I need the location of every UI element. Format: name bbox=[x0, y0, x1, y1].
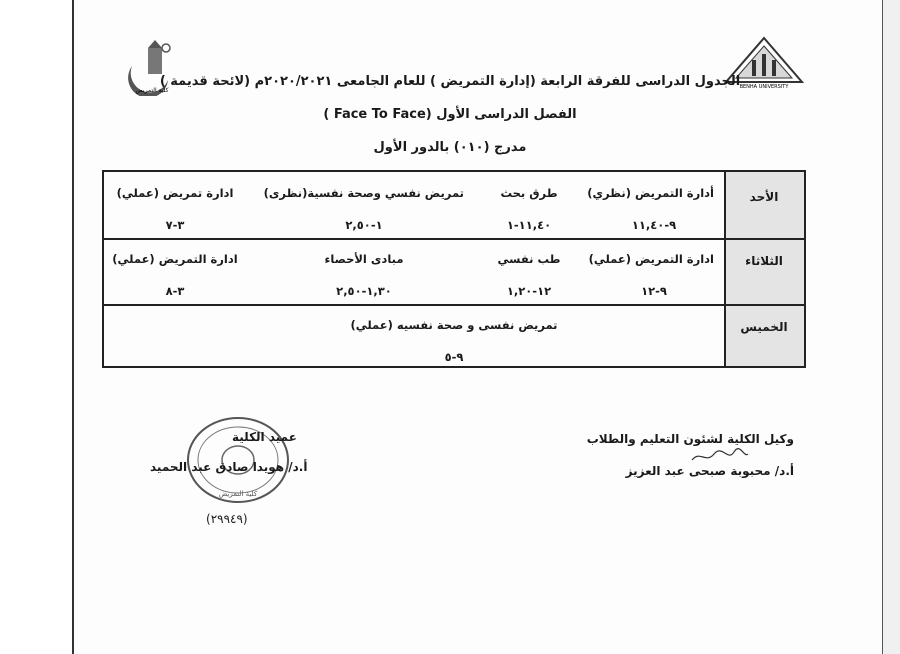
time-cell: ١٢-١,٢٠ bbox=[506, 284, 552, 298]
hall-line: مدرج (٠١٠) بالدور الأول bbox=[373, 140, 527, 155]
course-cell: تمريض نفسي وصحة نفسية(نظرى) bbox=[263, 186, 464, 200]
schedule-title: الجدول الدراسى للفرقة الرابعة (إدارة التمريض ) للعام الجامعى ٢٠٢٠/٢٠٢١م (لائحة قديمة ) bbox=[159, 74, 741, 89]
stamp-text: كلية التمريض bbox=[218, 490, 258, 498]
day-tuesday: الثلاثاء bbox=[745, 254, 783, 268]
row-divider bbox=[104, 304, 804, 306]
dean-title: عميد الكلية bbox=[232, 430, 297, 444]
stamp-number: (٢٩٩٤٩) bbox=[206, 512, 248, 526]
vice-dean-title: وكيل الكلية لشئون التعليم والطلاب bbox=[586, 432, 794, 446]
schedule-table bbox=[102, 170, 806, 368]
day-sunday: الأحد bbox=[749, 190, 779, 204]
day-thursday: الخميس bbox=[740, 320, 788, 334]
time-cell: ١١,٤٠-١ bbox=[506, 218, 552, 232]
time-cell: ٣-٧ bbox=[165, 218, 185, 232]
semester-line: الفصل الدراسى الأول (Face To Face ) bbox=[323, 107, 577, 122]
course-cell: ادارة التمريض (عملي) bbox=[112, 252, 238, 266]
time-cell: ٩-١١,٤٠ bbox=[631, 218, 677, 232]
time-cell: ٩-٥ bbox=[444, 350, 464, 364]
logo-right-caption: BENHA UNIVERSITY bbox=[739, 84, 789, 90]
time-cell: ٩-١٢ bbox=[641, 284, 667, 298]
signature-scribble-icon bbox=[690, 446, 750, 466]
logo-left-caption: كلية التمريض bbox=[135, 87, 169, 94]
scan-margin bbox=[880, 0, 900, 654]
dean-name: أ.د/ هويدا صادق عبد الحميد bbox=[150, 460, 308, 474]
course-cell: تمريض نفسى و صحة نفسيه (عملي) bbox=[350, 318, 558, 332]
course-cell: طب نفسي bbox=[497, 252, 561, 266]
row-divider bbox=[104, 238, 804, 240]
course-cell: طرق بحث bbox=[500, 186, 558, 200]
course-cell: ادارة تمريض (عملي) bbox=[116, 186, 234, 200]
time-cell: ١,٣٠-٢,٥٠ bbox=[336, 284, 392, 298]
time-cell: ٣-٨ bbox=[165, 284, 185, 298]
course-cell: أدارة التمريض (نظري) bbox=[587, 186, 714, 200]
time-cell: ١-٢,٥٠ bbox=[345, 218, 383, 232]
vice-dean-name: أ.د/ محبوبة صبحى عبد العزيز bbox=[625, 464, 794, 478]
course-cell: ادارة التمريض (عملي) bbox=[588, 252, 714, 266]
course-cell: مبادى الأحصاء bbox=[324, 252, 404, 266]
